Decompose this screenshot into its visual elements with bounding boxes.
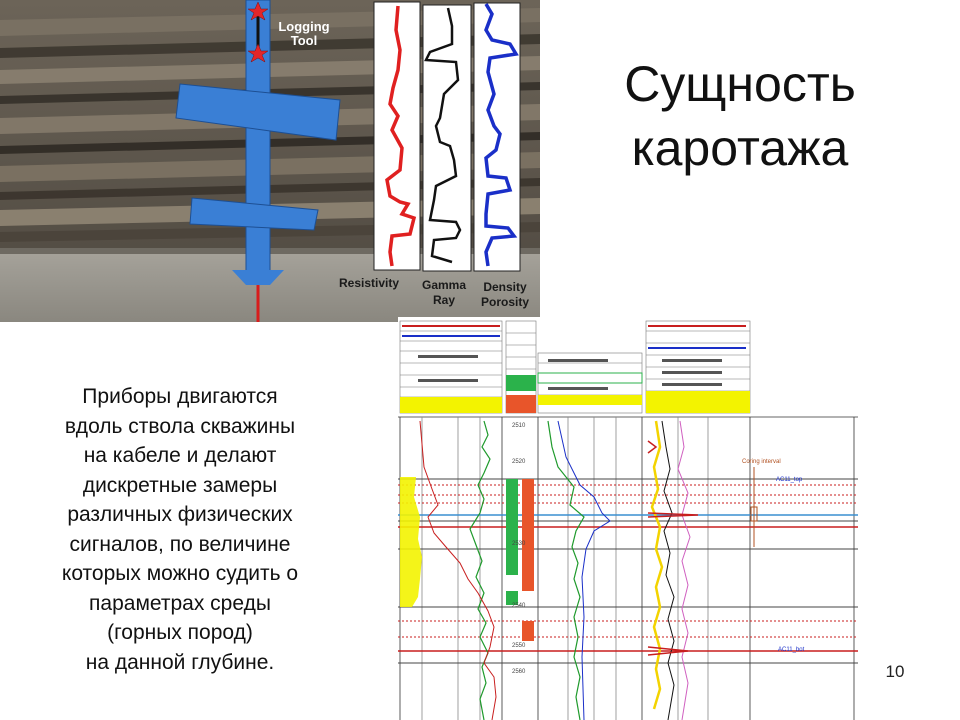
density-porosity-label: [472, 280, 538, 310]
density-label-line2: Porosity: [480, 295, 529, 309]
body-line: на кабеле и делают: [83, 444, 277, 467]
depth-tick: 2550: [512, 643, 526, 649]
resistivity-label: Resistivity: [338, 276, 400, 290]
body-line: дискретные замеры: [82, 473, 278, 497]
rock-outcrop-image: [0, 0, 540, 322]
depth-tick: 2540: [512, 603, 526, 609]
tool-label-line2: Tool: [290, 33, 318, 48]
density-label-line1: Density: [483, 280, 527, 294]
title-line1: Сущность: [624, 56, 856, 112]
body-line: вдоль ствола скважины: [64, 414, 296, 438]
gamma-label-line2: Ray: [432, 293, 455, 307]
body-line: на данной глубине.: [85, 650, 275, 674]
body-line: которых можно судить о: [61, 562, 299, 585]
ac11-bot-label: AC11_bot: [778, 647, 805, 653]
tool-label-line1: Logging: [278, 19, 330, 34]
body-paragraph: [30, 382, 330, 677]
body-line: Приборы двигаются: [82, 385, 278, 408]
body-line: параметрах среды: [89, 591, 271, 615]
body-line: (горных пород): [107, 621, 253, 644]
slide-title: [560, 52, 920, 180]
page-number: 10: [885, 662, 905, 681]
ac11-top-label: AC11_top: [776, 477, 803, 483]
body-line: сигналов, по величине: [69, 532, 291, 556]
well-log-plot: [398, 317, 858, 720]
depth-tick: 2560: [512, 669, 526, 675]
logging-illustration: [0, 0, 540, 322]
gamma-label-line1: Gamma: [421, 278, 467, 292]
gamma-ray-label: [416, 278, 472, 308]
body-line: различных физических: [67, 503, 293, 526]
well-log-panel: [398, 317, 858, 720]
depth-tick: 2510: [512, 423, 526, 429]
depth-tick: 2520: [512, 459, 526, 465]
depth-tick: 2530: [512, 541, 526, 547]
title-line2: каротажа: [631, 120, 849, 176]
coring-interval-label: Coring interval: [742, 459, 781, 465]
logging-tool-label: [268, 20, 340, 48]
